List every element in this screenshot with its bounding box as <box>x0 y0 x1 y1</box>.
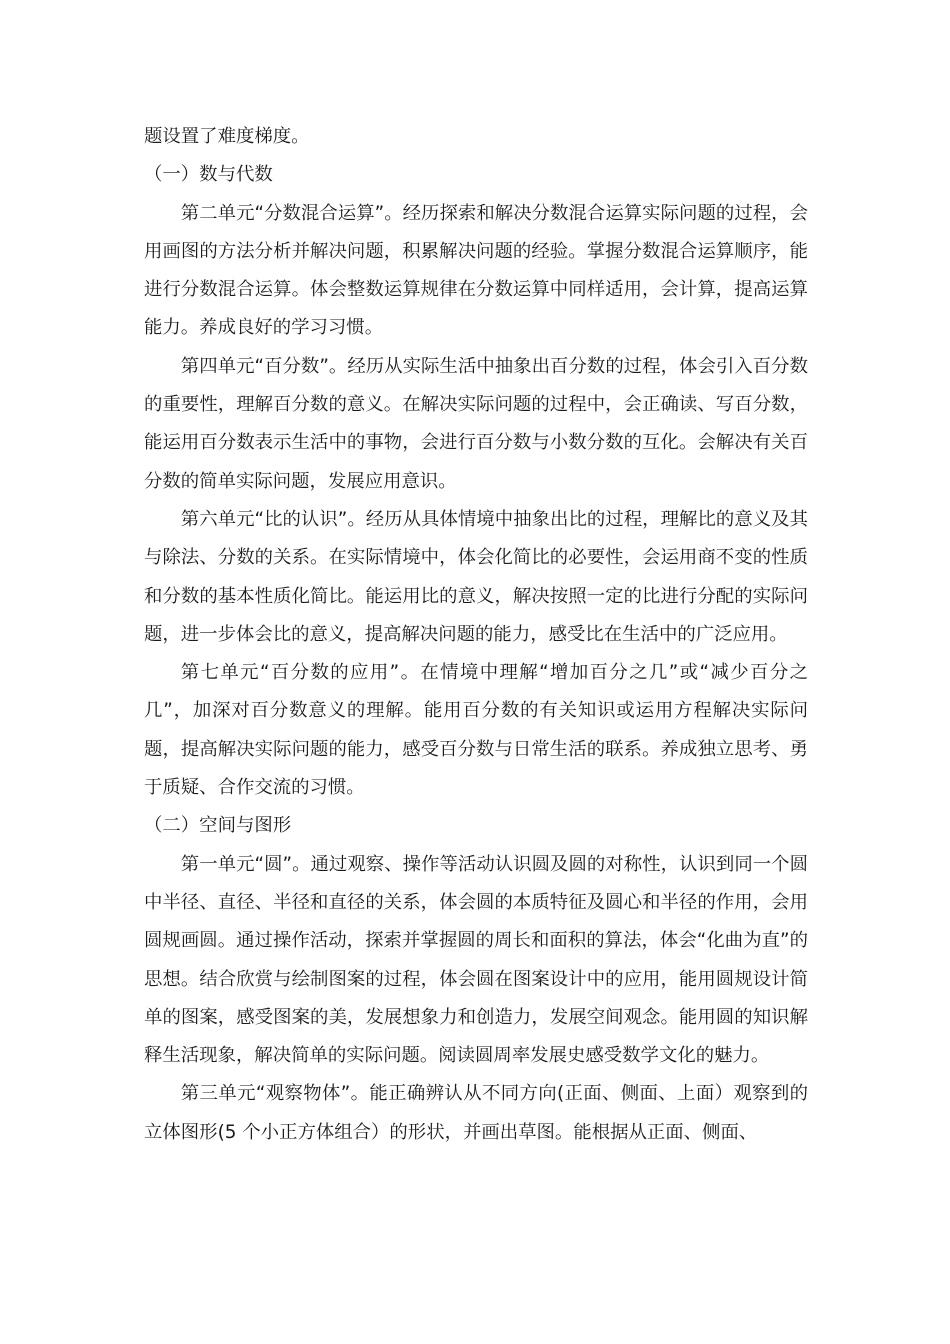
continuation-text: 题设置了难度梯度。 <box>144 126 310 147</box>
paragraph-unit-4: 第四单元“百分数”。经历从实际生活中抽象出百分数的过程，体会引入百分数的重要性，理解百分数的意义。在解决实际问题的过程中，会正确读、写百分数，能运用百分数表示生活中的事物，会进行百分数与小数分数的互化。会解决有关百分数的简单实际问题，发展应用意识。 <box>144 355 808 492</box>
section-heading-number-algebra: （一）数与代数 <box>144 164 273 186</box>
paragraph-unit-7: 第七单元“百分数的应用”。在情境中理解“增加百分之几”或“减少百分之几”，加深对百分数意义的理解。能用百分数的有关知识或运用方程解决实际问题，提高解决实际问题的能力，感受百分数与日常生活的联系。养成独立思考、勇于质疑、合作交流的习惯。 <box>144 662 808 799</box>
document-page <box>144 118 808 1152</box>
section-heading-space-geometry: （二）空间与图形 <box>144 815 292 837</box>
paragraph-unit-3: 第三单元“观察物体”。能正确辨认从不同方向(正面、侧面、上面）观察到的立体图形(5 个小正方体组合）的形状，并画出草图。能根据从正面、侧面、 <box>144 1083 808 1143</box>
paragraph-unit-6: 第六单元“比的认识”。经历从具体情境中抽象出比的过程，理解比的意义及其与除法、分数的关系。在实际情境中，体会化简比的必要性，会运用商不变的性质和分数的基本性质化简比。能运用比的意义，解决按照一定的比进行分配的实际问题，进一步体会比的意义，提高解决问题的能力，感受比在生活中的广泛应用。 <box>144 508 808 645</box>
paragraph-unit-2: 第二单元“分数混合运算”。经历探索和解决分数混合运算实际问题的过程，会用画图的方法分析并解决问题，积累解决问题的经验。掌握分数混合运算顺序，能进行分数混合运算。体会整数运算规律在分数运算中同样适用，会计算，提高运算能力。养成良好的学习习惯。 <box>144 202 808 339</box>
paragraph-unit-1: 第一单元“圆”。通过观察、操作等活动认识圆及圆的对称性，认识到同一个圆中半径、直径、半径和直径的关系，体会圆的本质特征及圆心和半径的作用，会用圆规画圆。通过操作活动，探索并掌握圆的周长和面积的算法，体会“化曲为直”的思想。结合欣赏与绘制图案的过程，体会圆在图案设计中的应用，能用圆规设计简单的图案，感受图案的美，发展想象力和创造力，发展空间观念。能用圆的知识解释生活现象，解决简单的实际问题。阅读圆周率发展史感受数学文化的魅力。 <box>144 853 808 1067</box>
